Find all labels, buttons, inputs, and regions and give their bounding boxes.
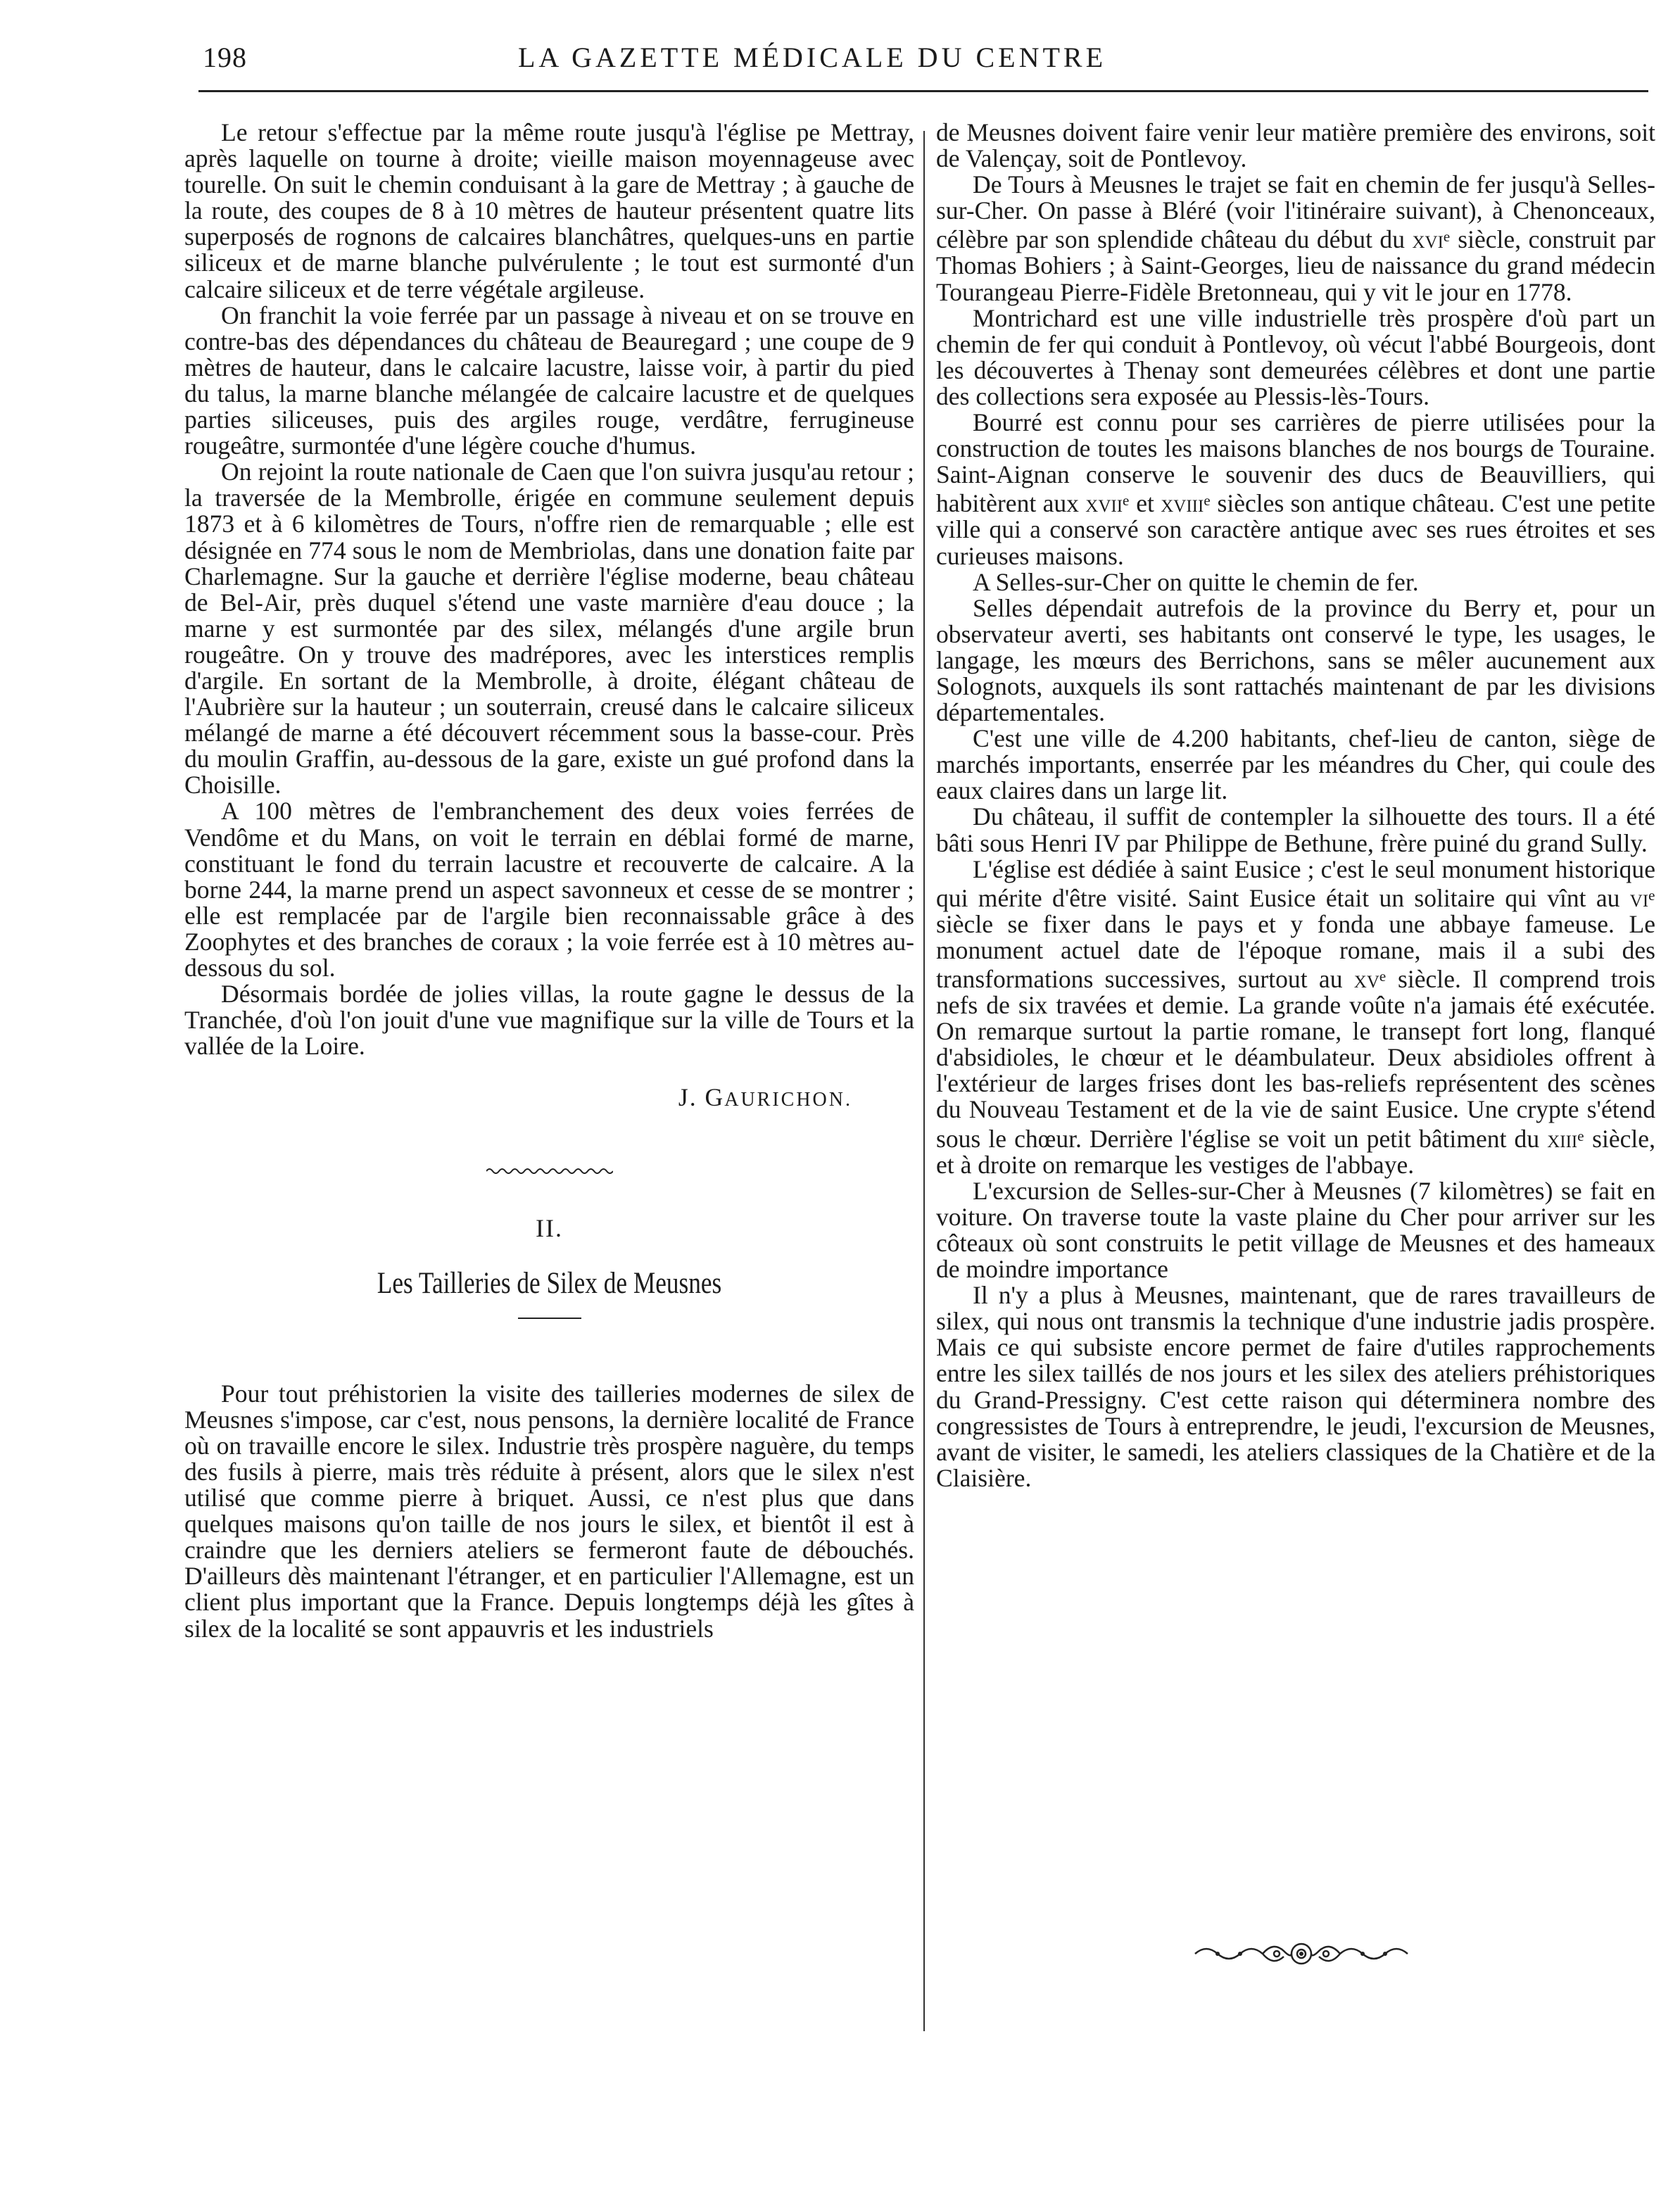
text-run: siècle, et à droite on remarque les vestiges de l'abbaye.: [936, 1124, 1655, 1179]
superscript: e: [1577, 1127, 1585, 1144]
page-header: [203, 41, 1422, 83]
superscript: e: [1204, 492, 1211, 510]
left-paragraph: On rejoint la route nationale de Caen que l'on suivra jusqu'au retour ; la traversée de la Membrolle, érigée en commune seulement depuis 1873 et à 6 kilomètres de Tours, n'offre rien de remarquable ; elle est désignée en 774 sous le nom de Membriolas, dans une donation faite par Charlemagne. Sur la gauche et derrière l'église moderne, beau château de Bel-Air, près duquel s'étend une vaste marnière d'eau douce ; la marne y est surmontée par des silex, mélangés d'une argile brun rougeâtre. On y trouve des madrépores, avec les interstices remplis d'argile. En sortant de la Membrolle, à droite, élégant château de l'Aubrière sur la hauteur ; un souterrain, creusé dans le calcaire siliceux mélangé de marne a été découvert récemment sous la basse-cour. Près du moulin Graffin, au-dessous de la gare, existe un gué profond dans la Choisille.: [184, 457, 914, 800]
superscript: e: [1648, 886, 1655, 904]
right-column: [936, 120, 1655, 1491]
right-paragraph: [936, 172, 1655, 305]
left-column: [184, 120, 914, 1642]
right-paragraph: Il n'y a plus à Meusnes, maintenant, que de rares travailleurs de silex, qui nous ont transmis la technique d'une industrie jadis prospère. Mais ce qui subsiste encore permet de faire d'utiles rapprochements entre les silex taillés de nos jours et les silex des ateliers préhistoriques du Grand-Pressigny. C'est cette raison qui déterminera nombre des congressistes de Tours à entreprendre, le jeudi, l'excursion de Meusnes, avant de visiter, le samedi, les ateliers classiques de la Chatière et de la Claisière.: [936, 1281, 1655, 1492]
superscript: e: [1123, 492, 1130, 510]
left-paragraph: On franchit la voie ferrée par un passage à niveau et on se trouve en contre-bas des dépendances du château de Beauregard ; une coupe de 9 mètres de hauteur, dans le calcaire lacustre, laisse voir, à partir du pied du talus, la marne blanche mélangée de calcaire lacustre et de quelques parties siliceuses, puis des argiles rouge, verdâtre, ferrugineuse rougeâtre, surmontée d'une légère couche d'humus.: [184, 301, 914, 460]
text-run: De Tours à Meusnes le trajet se fait en chemin de fer jusqu'à Selles-sur-Cher. On passe à Bléré (voir l'itinéraire suivant), à Chenonceaux, célèbre par son splendide château du début du: [936, 170, 1655, 254]
signature-initial: J. G: [678, 1083, 725, 1112]
century-numeral: xvii: [1085, 489, 1123, 518]
right-paragraph: [936, 854, 1655, 1179]
century-numeral: xiii: [1547, 1124, 1578, 1153]
superscript: e: [1379, 968, 1387, 985]
section-paragraph: Pour tout préhistorien la visite des tailleries modernes de silex de Meusnes s'impose, car c'est, nous pensons, la dernière localité de France où on travaille encore le silex. Industrie très prospère naguère, du temps des fusils à pierre, mais très réduite à présent, alors que le silex n'est utilisé que comme pierre à briquet. Aussi, ce n'est plus que dans quelques maisons qu'on taille de nos jours le silex, et bientôt il est à craindre que les derniers ateliers se fermeront faute de débouchés. D'ailleurs dès maintenant l'étranger, et en particulier l'Allemagne, est un client plus important que la France. Depuis longtemps déjà les gîtes à silex de la localité se sont appauvris et les industriels: [184, 1379, 914, 1643]
right-paragraph: A Selles-sur-Cher on quitte le chemin de fer.: [973, 567, 1419, 596]
century-numeral: vi: [1629, 883, 1649, 912]
right-paragraph: Selles dépendait autrefois de la province du Berry et, pour un observateur averti, ses habitants ont conservé le type, les usages, le langage, les mœurs des Berrichons, sans se mêler aucunement aux Solognots, auxquels ils sont rattachés maintenant de par les divisions départementales.: [936, 593, 1655, 727]
column-divider: [923, 131, 925, 2031]
text-run: et: [1129, 489, 1161, 518]
section-title: Les Tailleries de Silex de Meusnes: [377, 1266, 722, 1300]
left-paragraph: A 100 mètres de l'embranchement des deux voies ferrées de Vendôme et du Mans, on voit le terrain en déblai formé de marne, constituant le fond du terrain lacustre et recouverte de calcaire. A la borne 244, la marne prend un aspect savonneux et cesse de se montrer ; elle est remplacée par de l'argile bien reconnaissable grâce à des Zoophytes et des branches de coraux ; la voie ferrée est à 10 mètres au-dessous du sol.: [184, 797, 914, 982]
century-numeral: xvi: [1412, 225, 1444, 254]
section-numeral: II.: [536, 1214, 563, 1243]
author-signature: [184, 1085, 914, 1113]
right-paragraph: Du château, il suffit de contempler la silhouette des tours. Il a été bâti sous Henri IV par Philippe de Bethune, frère puiné du grand Sully.: [936, 802, 1655, 857]
century-numeral: xv: [1353, 965, 1379, 993]
left-paragraph: Le retour s'effectue par la même route jusqu'à l'église pe Mettray, après laquelle on tourne à droite; vieille maison moyennageuse avec tourelle. On suit le chemin conduisant à la gare de Mettray ; à gauche de la route, des coupes de 8 à 10 mètres de hauteur présentent quatre lits superposés de rognons de calcaires blanchâtres, quelques-uns en partie siliceux et de marne blanche pulvérulente ; le tout est surmonté d'un calcaire siliceux et de terre végétale argileuse.: [184, 118, 914, 303]
right-paragraph: de Meusnes doivent faire venir leur matière première des environs, soit de Valençay, soit de Pontlevoy.: [936, 118, 1655, 173]
right-paragraph: [936, 410, 1655, 569]
right-paragraph: C'est une ville de 4.200 habitants, chef-lieu de canton, siège de marchés importants, enserrée par les méandres du Cher, qui coule des eaux claires dans un large lit.: [936, 724, 1655, 805]
wavy-line-ornament-icon: [486, 1166, 613, 1176]
text-run: siècle. Il comprend trois nefs de six travées et demie. La grande voûte n'a jamais été exécutée. On remarque surtout la partie romane, le transept fort long, flanqué d'absidioles, le chœur et le déambulateur. Deux absidioles offrent à l'extérieur de larges frises dont les bas-reliefs représentent des scènes du Nouveau Testament et de la vie de saint Eusice. Une crypte s'étend sous le chœur. Derrière l'église se voit un petit bâtiment du: [936, 965, 1655, 1153]
superscript: e: [1443, 228, 1451, 246]
text-run: L'église est dédiée à saint Eusice ; c'est le seul monument historique qui mérite d'être visité. Saint Eusice était un solitaire qui vînt au: [936, 854, 1655, 912]
floral-tailpiece-ornament-icon: [1192, 1937, 1410, 1971]
left-paragraph: Désormais bordée de jolies villas, la route gagne le dessus de la Tranchée, d'où l'on jouit d'une vue magnifique sur la ville de Tours et la vallée de la Loire.: [184, 980, 914, 1061]
text-run: Bourré est connu pour ses carrières de pierre utilisées pour la construction de toutes les maisons blanches de nos bourgs de Touraine. Saint-Aignan conserve le souvenir des ducs de Beauvilliers, qui habitèrent aux: [936, 408, 1655, 518]
text-run: siècles son antique château. C'est une petite ville qui a conservé son caractère antique avec ses rues étroites et ses curieuses maisons.: [936, 489, 1656, 570]
text-run: siècle se fixer dans le pays et y fonda une abbaye fameuse. Le monument actuel date de l'époque romane, mais il a subi des transformations successives, surtout au: [936, 909, 1655, 993]
signature-surname: AURICHON.: [724, 1089, 852, 1111]
text-run: siècle, construit par Thomas Bohiers ; à Saint-Georges, lieu de naissance du grand médecin Tourangeau Pierre-Fidèle Bretonneau, qui y vit le jour en 1778.: [936, 225, 1655, 306]
right-paragraph: Montrichard est une ville industrielle très prospère d'où part un chemin de fer qui conduit à Pontlevoy, où vécut l'abbé Bourgeois, dont les découvertes à Thenay sont demeurées célèbres et dont une partie des collections sera exposée au Plessis-lès-Tours.: [936, 303, 1655, 410]
header-rule: [198, 90, 1648, 92]
right-paragraph: L'excursion de Selles-sur-Cher à Meusnes (7 kilomètres) se fait en voiture. On traverse toute la vaste plaine du Cher pour arriver sur les côteaux où sont construits le petit village de Meusnes et des hameaux de moindre importance: [936, 1176, 1655, 1284]
running-head: LA GAZETTE MÉDICALE DU CENTRE: [517, 42, 1106, 73]
century-numeral: xviii: [1161, 489, 1204, 518]
page-number: 198: [203, 42, 247, 73]
title-rule: [518, 1318, 581, 1319]
